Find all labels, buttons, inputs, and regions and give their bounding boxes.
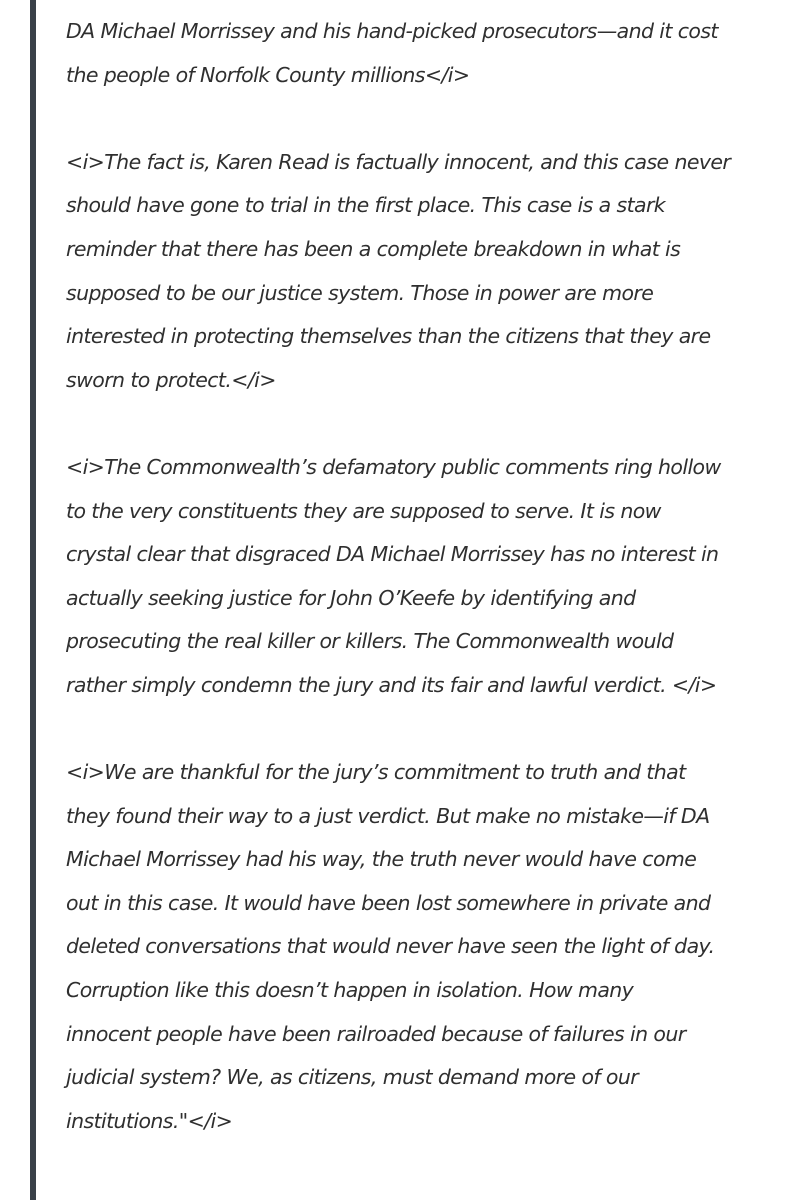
text-line: DA Michael Morrissey and his hand-picked prosecutors—and it cost [66,19,718,43]
text-line: <i>The Commonwealth’s defamatory public comments ring hollow [66,454,721,479]
blockquote-bar [30,0,36,1200]
text-line: supposed to be our justice system. Those in power are more [66,280,654,305]
paragraph-spacer [66,402,778,446]
paragraph-spacer [66,97,778,141]
paragraph-spacer [66,708,778,752]
paragraph-1 [66,10,778,97]
text-line: interested in protecting themselves than the citizens that they are [66,324,711,349]
blockquote [66,10,778,1143]
text-line: actually seeking justice for John O’Keefe by identifying and [66,585,636,610]
text-line: the people of Norfolk County millions</i> [66,62,470,87]
text-line: innocent people have been railroaded because of failures in our [66,1021,686,1046]
text-line: Corruption like this doesn’t happen in isolation. How many [66,978,634,1003]
paragraph-3 [66,446,778,708]
text-line: sworn to protect.</i> [66,367,276,392]
text-line: rather simply condemn the jury and its fair and lawful verdict. </i> [66,672,717,697]
text-line: Michael Morrissey had his way, the truth never would have come [66,847,697,872]
text-line: deleted conversations that would never have seen the light of day. [66,934,715,959]
text-line: <i>The fact is, Karen Read is factually innocent, and this case never [66,149,731,174]
paragraph-2 [66,141,778,403]
text-line: to the very constituents they are supposed to serve. It is now [66,498,661,523]
text-line: institutions."</i> [66,1108,233,1133]
text-line: reminder that there has been a complete breakdown in what is [66,236,681,261]
text-line: prosecuting the real killer or killers. The Commonwealth would [66,629,674,654]
text-line: should have gone to trial in the first place. This case is a stark [66,193,666,218]
text-line: they found their way to a just verdict. But make no mistake—if DA [66,803,710,828]
text-line: crystal clear that disgraced DA Michael Morrissey has no interest in [66,542,719,567]
text-line: <i>We are thankful for the jury’s commitment to truth and that [66,760,686,785]
text-line: out in this case. It would have been lost somewhere in private and [66,890,711,915]
paragraph-4 [66,751,778,1143]
text-line: judicial system? We, as citizens, must demand more of our [66,1065,639,1090]
